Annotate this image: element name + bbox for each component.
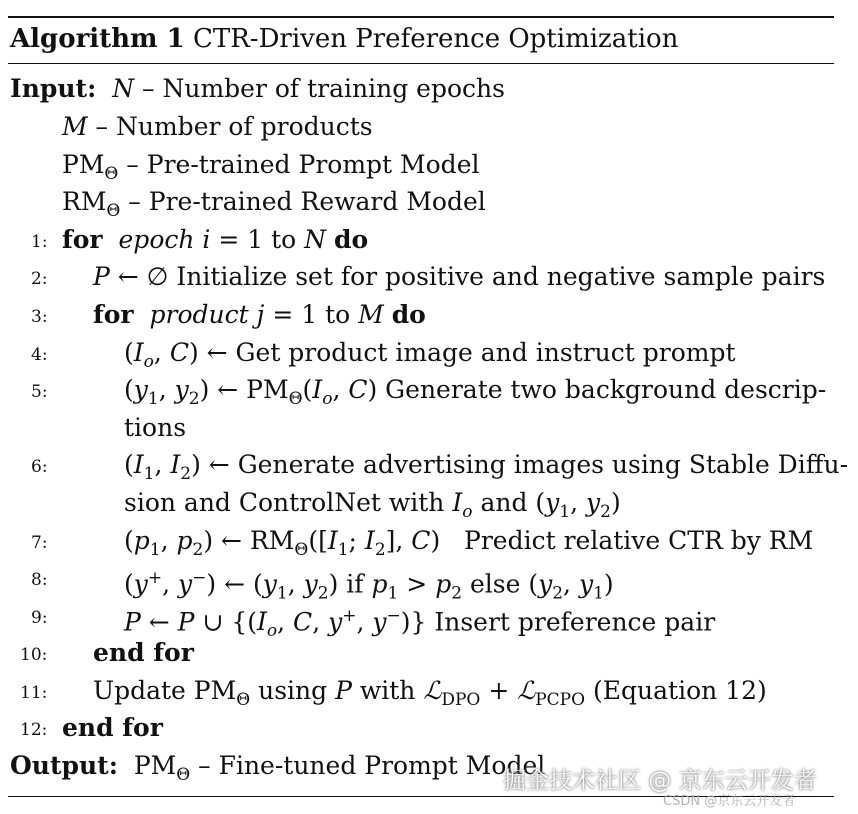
watermark-main: 掘金技术社区 @ 京东云开发者	[503, 768, 817, 794]
step-number-10: 10:	[20, 645, 48, 665]
top-rule	[8, 16, 834, 18]
algorithm-name: CTR-Driven Preference Optimization	[192, 24, 679, 54]
watermark-sub: CSDN @京东云开发者	[663, 794, 796, 809]
step-number-11: 11:	[20, 683, 48, 703]
input-label: Input:	[10, 74, 97, 103]
output-label: Output:	[10, 751, 118, 780]
step-12: end for	[62, 713, 163, 742]
step-1: for epoch i = 1 to N do	[62, 225, 369, 254]
title-rule	[8, 63, 834, 64]
step-6: ($I_1$, $I_2$) ← Generate advertising images using Stable Diffu-	[124, 450, 849, 484]
step-number-8: 8:	[31, 570, 48, 590]
step-10: end for	[93, 638, 194, 667]
input-line-2: M – Number of products	[62, 112, 373, 141]
step-number-1: 1:	[31, 232, 48, 252]
step-6-continued: sion and ControlNet with $I_o$ and ($y_1$, $y_2$)	[124, 488, 621, 522]
step-7: ($p_1$, $p_2$) ← $RM_\Theta([I_1$; $I_2$], C) Predict relative CTR by RM	[124, 526, 814, 560]
step-3: for product j = 1 to M do	[93, 300, 426, 329]
step-number-12: 12:	[20, 720, 48, 740]
input-line-3: $PM_\Theta$ – Pre-trained Prompt Model	[62, 150, 480, 184]
step-number-3: 3:	[31, 307, 48, 327]
step-11: Update $PM_\Theta$ using P with ℒ$_{DPO}$ + ℒ$_{PCPO}$ (Equation 12)	[93, 676, 767, 710]
step-9: P ← P ∪ {($I_o$, C, y+, y−)} Insert preference pair	[124, 606, 716, 642]
step-number-6: 6:	[31, 457, 48, 477]
step-2: P ← ∅ Initialize set for positive and negative sample pairs	[93, 262, 826, 291]
step-8: (y+, y−) ← ($y_1$, $y_2$) if $p_1 > p_2$ else ($y_2$, $y_1$)	[124, 568, 614, 604]
algorithm-label: Algorithm 1	[10, 24, 185, 54]
input-line-1: Input: N – Number of training epochs	[10, 74, 505, 103]
step-number-5: 5:	[31, 382, 48, 402]
step-number-7: 7:	[31, 533, 48, 553]
algorithm-title	[10, 24, 678, 54]
step-number-4: 4:	[31, 345, 48, 365]
step-number-2: 2:	[31, 269, 48, 289]
step-5: ($y_1$, $y_2$) ← $PM_\Theta(I_o$, C) Generate two background descrip-	[124, 375, 827, 409]
output-line: Output: $PM_\Theta$ – Fine-tuned Prompt Model	[10, 751, 546, 785]
step-5-continued: tions	[124, 413, 187, 442]
step-4: ($I_o$, C) ← Get product image and instruct prompt	[124, 338, 736, 372]
input-line-4: $RM_\Theta$ – Pre-trained Reward Model	[62, 187, 486, 221]
step-number-9: 9:	[31, 608, 48, 628]
